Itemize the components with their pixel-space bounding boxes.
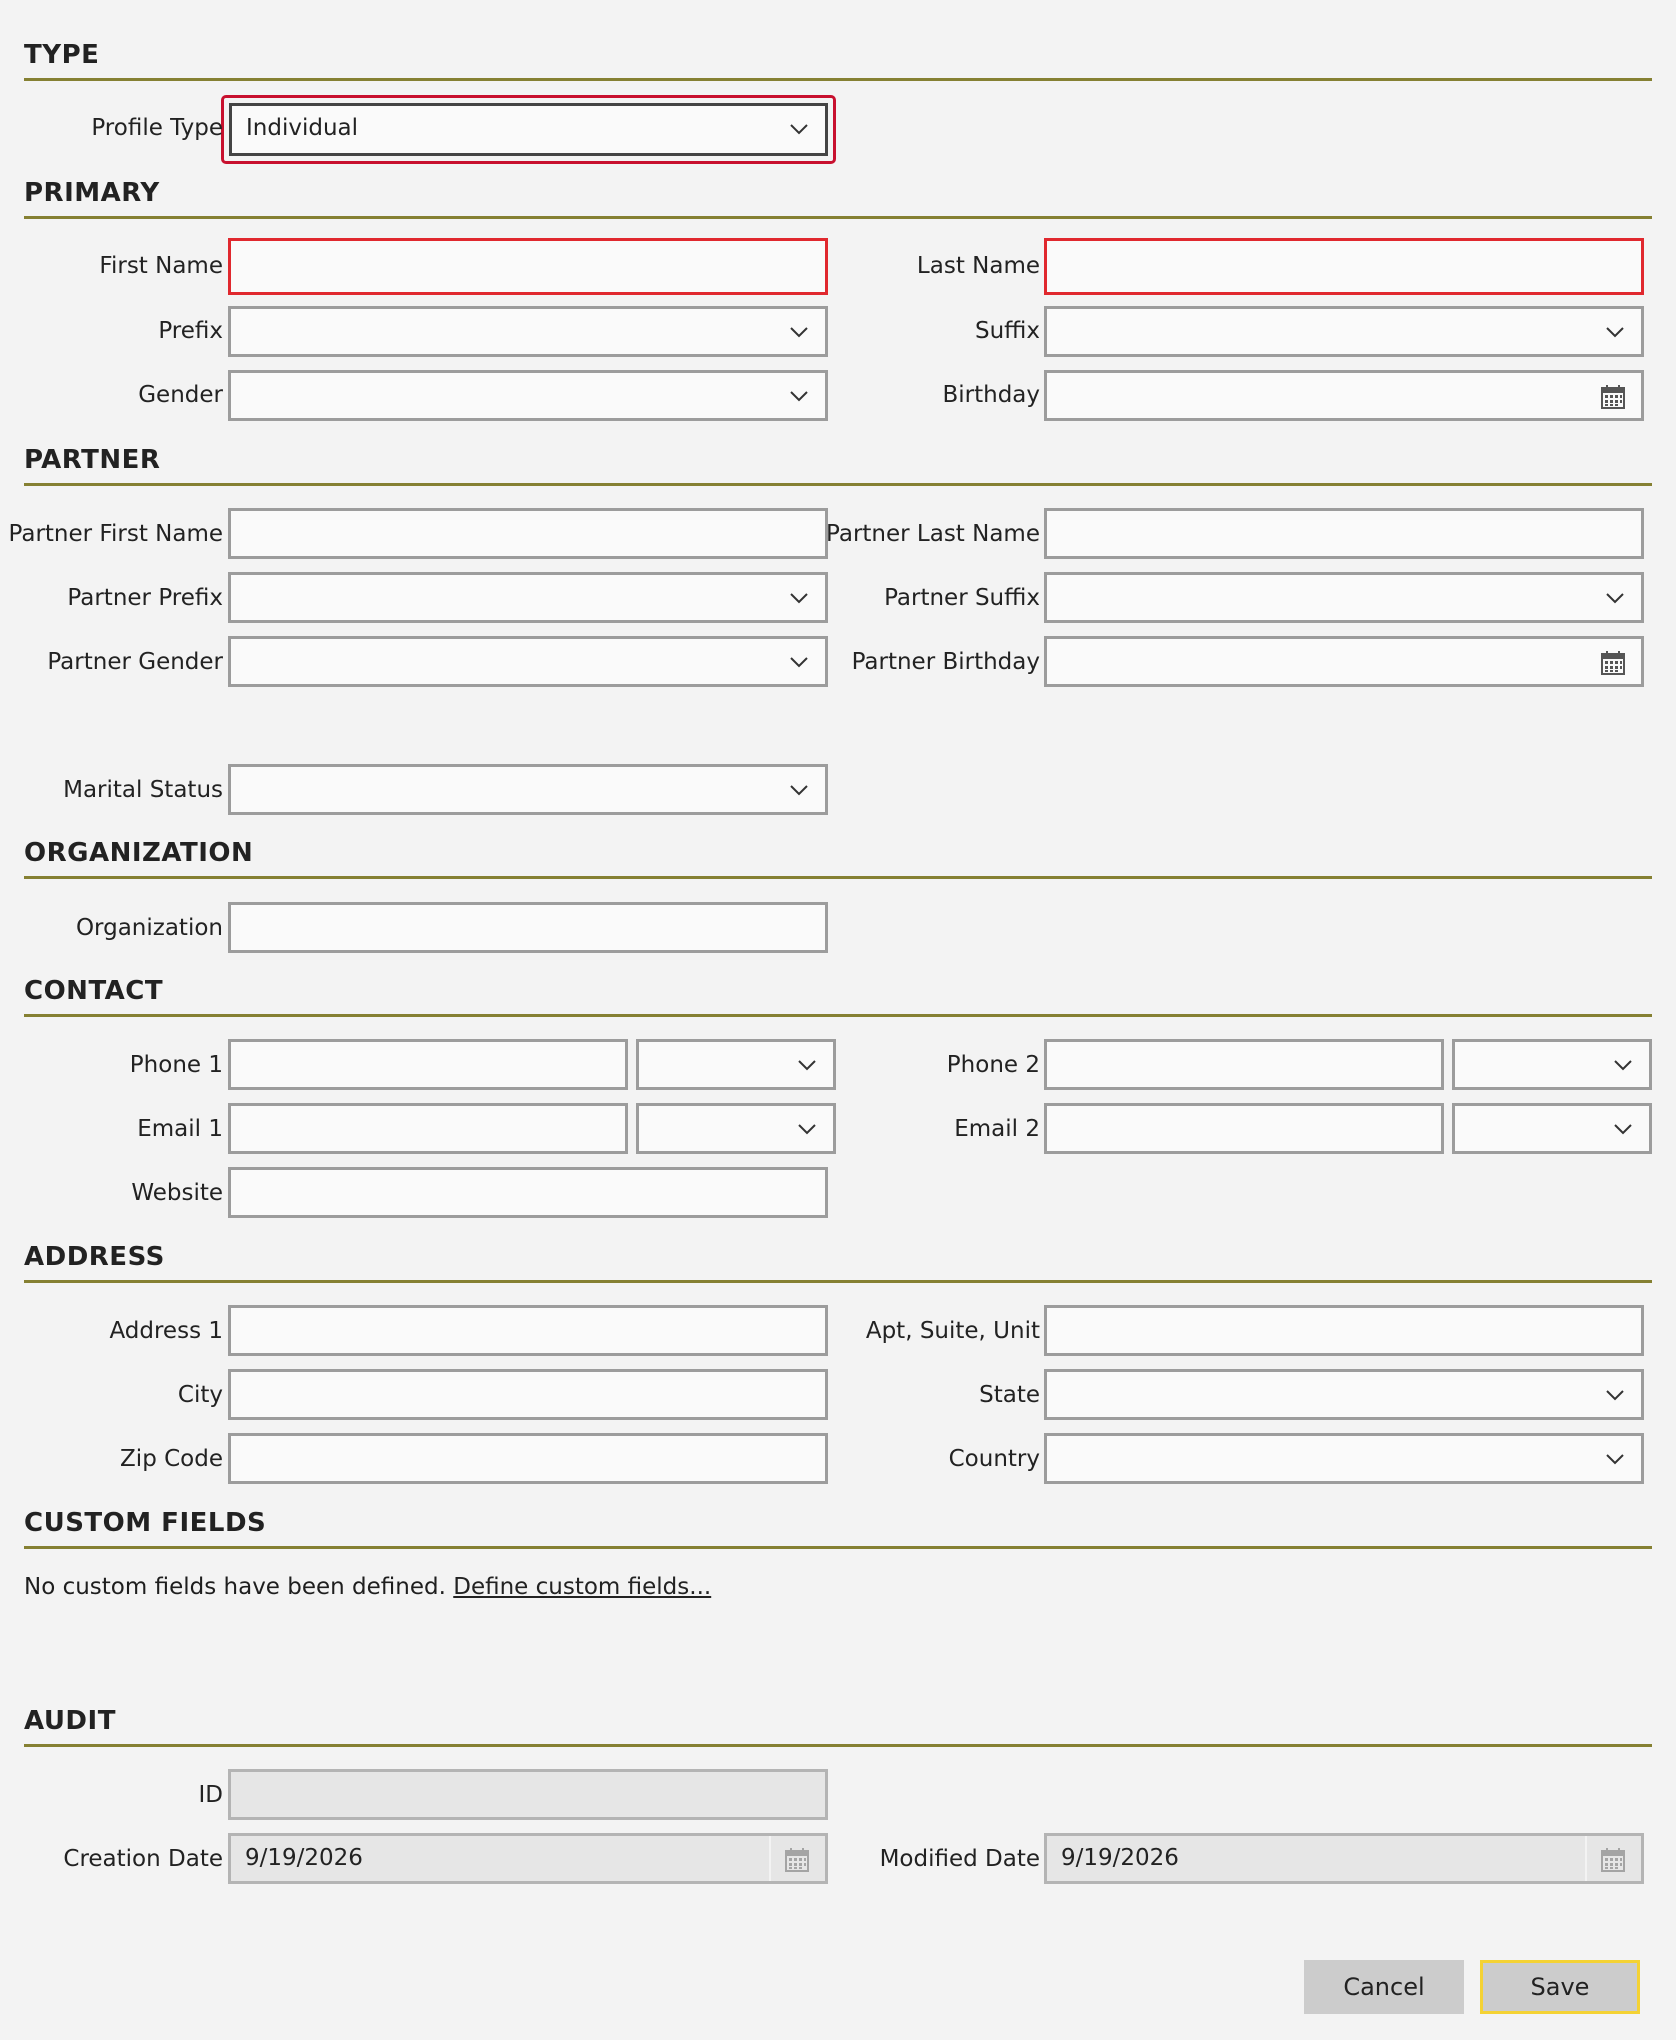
calendar-icon xyxy=(783,1846,811,1874)
profile-type-label: Profile Type xyxy=(91,115,223,141)
partner-birthday-label: Partner Birthday xyxy=(851,649,1040,675)
apt-suite-unit-input[interactable] xyxy=(1044,1305,1644,1356)
chevron-down-icon xyxy=(787,320,811,344)
marital-status-label: Marital Status xyxy=(63,777,223,803)
creation-date-value: 9/19/2026 xyxy=(245,1845,363,1871)
partner-last-name-input[interactable] xyxy=(1044,508,1644,559)
section-title-type: TYPE xyxy=(24,40,100,70)
section-rule xyxy=(24,1546,1652,1549)
section-title-custom-fields: CUSTOM FIELDS xyxy=(24,1508,267,1538)
partner-suffix-select[interactable] xyxy=(1044,572,1644,623)
phone2-type-select[interactable] xyxy=(1452,1039,1652,1090)
state-label: State xyxy=(979,1382,1040,1408)
email2-type-select[interactable] xyxy=(1452,1103,1652,1154)
organization-label: Organization xyxy=(75,915,223,941)
id-input xyxy=(228,1769,828,1820)
zip-code-input[interactable] xyxy=(228,1433,828,1484)
suffix-select[interactable] xyxy=(1044,306,1644,357)
zip-code-label: Zip Code xyxy=(120,1446,223,1472)
prefix-select[interactable] xyxy=(228,306,828,357)
city-input[interactable] xyxy=(228,1369,828,1420)
apt-suite-unit-label: Apt, Suite, Unit xyxy=(865,1318,1040,1344)
section-rule xyxy=(24,1014,1652,1017)
partner-gender-label: Partner Gender xyxy=(47,649,223,675)
city-label: City xyxy=(177,1382,223,1408)
country-select[interactable] xyxy=(1044,1433,1644,1484)
save-button[interactable]: Save xyxy=(1480,1960,1640,2014)
section-rule xyxy=(24,78,1652,81)
partner-first-name-input[interactable] xyxy=(228,508,828,559)
custom-fields-message: No custom fields have been defined. xyxy=(24,1574,446,1600)
chevron-down-icon xyxy=(787,778,811,802)
chevron-down-icon xyxy=(795,1053,819,1077)
email1-label: Email 1 xyxy=(137,1116,223,1142)
last-name-label: Last Name xyxy=(916,253,1040,279)
calendar-icon[interactable] xyxy=(1599,383,1627,411)
chevron-down-icon xyxy=(787,586,811,610)
gender-label: Gender xyxy=(138,382,223,408)
birthday-label: Birthday xyxy=(942,382,1040,408)
calendar-icon xyxy=(1599,1846,1627,1874)
chevron-down-icon xyxy=(787,384,811,408)
chevron-down-icon xyxy=(1603,1383,1627,1407)
modified-date-label: Modified Date xyxy=(879,1846,1040,1872)
chevron-down-icon xyxy=(1611,1117,1635,1141)
calendar-icon[interactable] xyxy=(1599,649,1627,677)
first-name-input[interactable] xyxy=(228,238,828,295)
suffix-label: Suffix xyxy=(974,318,1040,344)
section-title-organization: ORGANIZATION xyxy=(24,838,254,868)
modified-date-value: 9/19/2026 xyxy=(1061,1845,1179,1871)
section-title-contact: CONTACT xyxy=(24,976,164,1006)
modified-date-picker xyxy=(1044,1833,1644,1884)
country-label: Country xyxy=(948,1446,1040,1472)
phone2-label: Phone 2 xyxy=(946,1052,1040,1078)
chevron-down-icon xyxy=(1603,320,1627,344)
partner-first-name-label: Partner First Name xyxy=(8,521,223,547)
chevron-down-icon xyxy=(787,117,811,141)
chevron-down-icon xyxy=(1611,1053,1635,1077)
section-title-partner: PARTNER xyxy=(24,445,161,475)
phone1-label: Phone 1 xyxy=(129,1052,223,1078)
email1-type-select[interactable] xyxy=(636,1103,836,1154)
chevron-down-icon xyxy=(1603,1447,1627,1471)
cancel-button[interactable]: Cancel xyxy=(1304,1960,1464,2014)
partner-gender-select[interactable] xyxy=(228,636,828,687)
partner-suffix-label: Partner Suffix xyxy=(884,585,1040,611)
address1-label: Address 1 xyxy=(109,1318,223,1344)
organization-input[interactable] xyxy=(228,902,828,953)
email2-label: Email 2 xyxy=(954,1116,1040,1142)
phone1-type-select[interactable] xyxy=(636,1039,836,1090)
section-title-address: ADDRESS xyxy=(24,1242,165,1272)
chevron-down-icon xyxy=(795,1117,819,1141)
prefix-label: Prefix xyxy=(158,318,223,344)
state-select[interactable] xyxy=(1044,1369,1644,1420)
id-label: ID xyxy=(198,1782,223,1808)
email2-input[interactable] xyxy=(1044,1103,1444,1154)
email1-input[interactable] xyxy=(228,1103,628,1154)
profile-type-value: Individual xyxy=(246,115,359,141)
website-input[interactable] xyxy=(228,1167,828,1218)
website-label: Website xyxy=(131,1180,223,1206)
define-custom-fields-link[interactable]: Define custom fields... xyxy=(453,1574,712,1600)
custom-fields-message-row xyxy=(24,1574,711,1600)
section-title-primary: PRIMARY xyxy=(24,178,160,208)
last-name-input[interactable] xyxy=(1044,238,1644,295)
first-name-label: First Name xyxy=(99,253,223,279)
chevron-down-icon xyxy=(1603,586,1627,610)
section-rule xyxy=(24,483,1652,486)
section-rule xyxy=(24,216,1652,219)
creation-date-picker xyxy=(228,1833,828,1884)
gender-select[interactable] xyxy=(228,370,828,421)
section-rule xyxy=(24,1280,1652,1283)
phone2-input[interactable] xyxy=(1044,1039,1444,1090)
section-rule xyxy=(24,876,1652,879)
marital-status-select[interactable] xyxy=(228,764,828,815)
partner-last-name-label: Partner Last Name xyxy=(826,521,1040,547)
divider xyxy=(769,1836,771,1881)
divider xyxy=(1585,1836,1587,1881)
section-rule xyxy=(24,1744,1652,1747)
profile-type-select[interactable] xyxy=(229,103,828,156)
birthday-date-picker[interactable] xyxy=(1044,370,1644,421)
phone1-input[interactable] xyxy=(228,1039,628,1090)
partner-prefix-label: Partner Prefix xyxy=(67,585,223,611)
partner-birthday-date-picker[interactable] xyxy=(1044,636,1644,687)
partner-prefix-select[interactable] xyxy=(228,572,828,623)
section-title-audit: AUDIT xyxy=(24,1706,116,1736)
address1-input[interactable] xyxy=(228,1305,828,1356)
creation-date-label: Creation Date xyxy=(63,1846,223,1872)
chevron-down-icon xyxy=(787,650,811,674)
